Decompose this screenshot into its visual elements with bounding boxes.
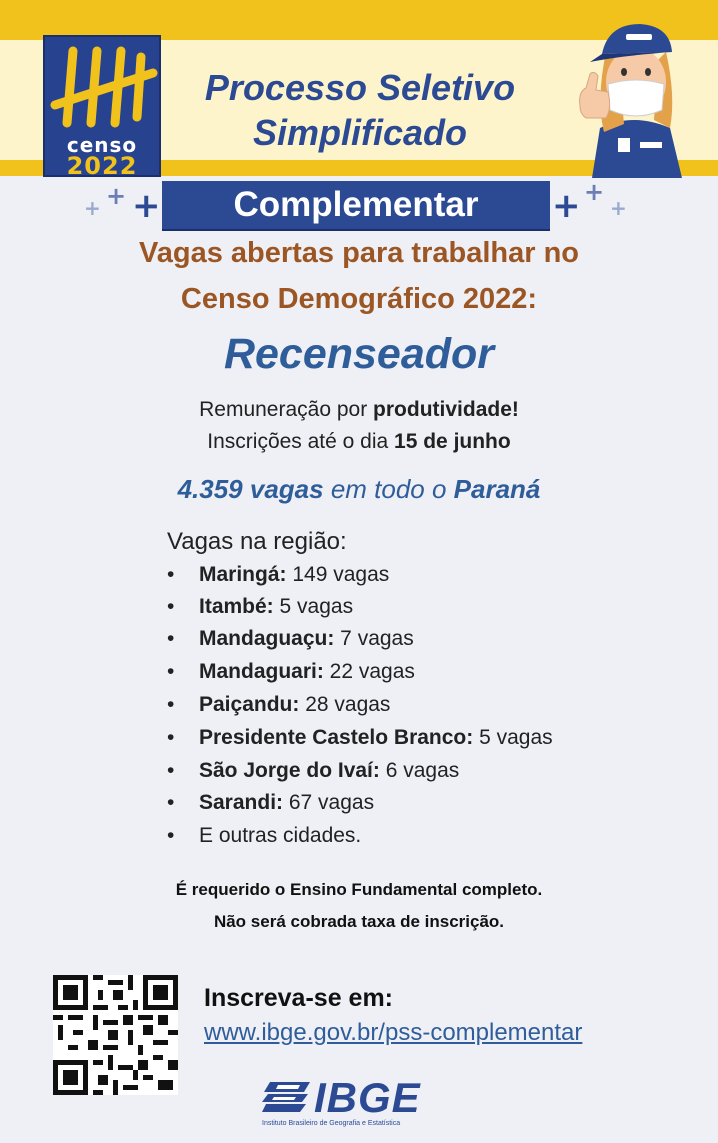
bullet-icon: • [167, 759, 175, 782]
registration-link[interactable]: www.ibge.gov.br/pss-complementar [204, 1019, 583, 1046]
city-name: Presidente Castelo Branco: [199, 726, 474, 749]
pay-info-bold: produtividade! [373, 398, 519, 421]
bullet-icon: • [167, 791, 175, 814]
city-vacancies: 5 vagas [473, 726, 553, 749]
list-item [167, 820, 361, 852]
complementar-banner: Complementar [162, 181, 550, 229]
subscribe-label: Inscreva-se em: [204, 984, 394, 1012]
ibge-logo-icon [262, 1080, 312, 1114]
city-vacancies: 28 vagas [299, 693, 391, 716]
list-item [167, 722, 553, 754]
title-line-1: Processo Seletivo [204, 67, 516, 108]
city-name: Paiçandu: [199, 693, 300, 716]
headline-line-1: Vagas abertas para trabalhar no [138, 237, 580, 269]
logo-word-year: 2022 [66, 152, 138, 180]
city-vacancies: 5 vagas [273, 595, 354, 618]
total-middle: em todo o [323, 474, 454, 504]
qr-code[interactable] [53, 975, 178, 1095]
list-item [167, 787, 374, 819]
city-vacancies: 7 vagas [334, 627, 414, 650]
plus-icon: + [610, 196, 627, 220]
plus-icon: + [84, 196, 101, 220]
total-vacancies [0, 474, 718, 505]
bullet-icon: • [167, 693, 175, 716]
total-state: Paraná [453, 474, 541, 504]
qr-code-icon [53, 975, 178, 1095]
bullet-icon: • [167, 563, 175, 586]
city-name: Itambé: [199, 595, 274, 618]
ibge-subtitle: Instituto Brasileiro de Geografia e Estatística [262, 1120, 401, 1127]
title-line-2: Simplificado [252, 112, 468, 153]
ibge-wordmark: IBGE [314, 1074, 421, 1121]
list-item [167, 689, 390, 721]
city-vacancies: 67 vagas [283, 791, 375, 814]
plus-icon: + [132, 186, 161, 226]
logo-word-censo: censo [66, 133, 138, 157]
list-item [167, 559, 389, 591]
censo-logo [43, 35, 161, 180]
plus-icon: + [552, 186, 581, 226]
city-vacancies: 22 vagas [323, 660, 415, 683]
bullet-icon: • [167, 824, 175, 847]
deadline-info-prefix: Inscrições até o dia [207, 430, 395, 453]
headline-line-2: Censo Demográfico 2022: [180, 283, 538, 315]
city-vacancies: 6 vagas [379, 759, 460, 782]
bullet-icon: • [167, 627, 175, 650]
city-name: Mandaguari: [199, 660, 324, 683]
region-label: Vagas na região: [167, 528, 347, 555]
city-vacancies: 149 vagas [286, 563, 390, 586]
bullet-icon: • [167, 660, 175, 683]
census-worker-mascot-icon [578, 10, 688, 178]
pay-info [0, 398, 718, 422]
requirement-fee: Não será cobrada taxa de inscrição. [213, 912, 505, 931]
requirement-education: É requerido o Ensino Fundamental completo. [175, 880, 543, 899]
city-vacancies: E outras cidades. [199, 824, 362, 847]
deadline-info [0, 430, 718, 454]
list-item [167, 591, 353, 623]
bullet-icon: • [167, 595, 175, 618]
bullet-icon: • [167, 726, 175, 749]
tally-marks-icon [45, 37, 159, 137]
total-count: 4.359 vagas [177, 474, 324, 504]
city-name: Maringá: [199, 563, 287, 586]
city-name: Sarandi: [199, 791, 284, 814]
deadline-info-bold: 15 de junho [394, 430, 511, 453]
list-item [167, 623, 414, 655]
pay-info-prefix: Remuneração por [199, 398, 374, 421]
city-name: Mandaguaçu: [199, 627, 335, 650]
list-item [167, 656, 415, 688]
plus-icon: + [106, 182, 127, 210]
role-title: Recenseador [223, 330, 495, 378]
list-item [167, 755, 459, 787]
plus-icon: + [584, 178, 605, 206]
city-name: São Jorge do Ivaí: [199, 759, 380, 782]
